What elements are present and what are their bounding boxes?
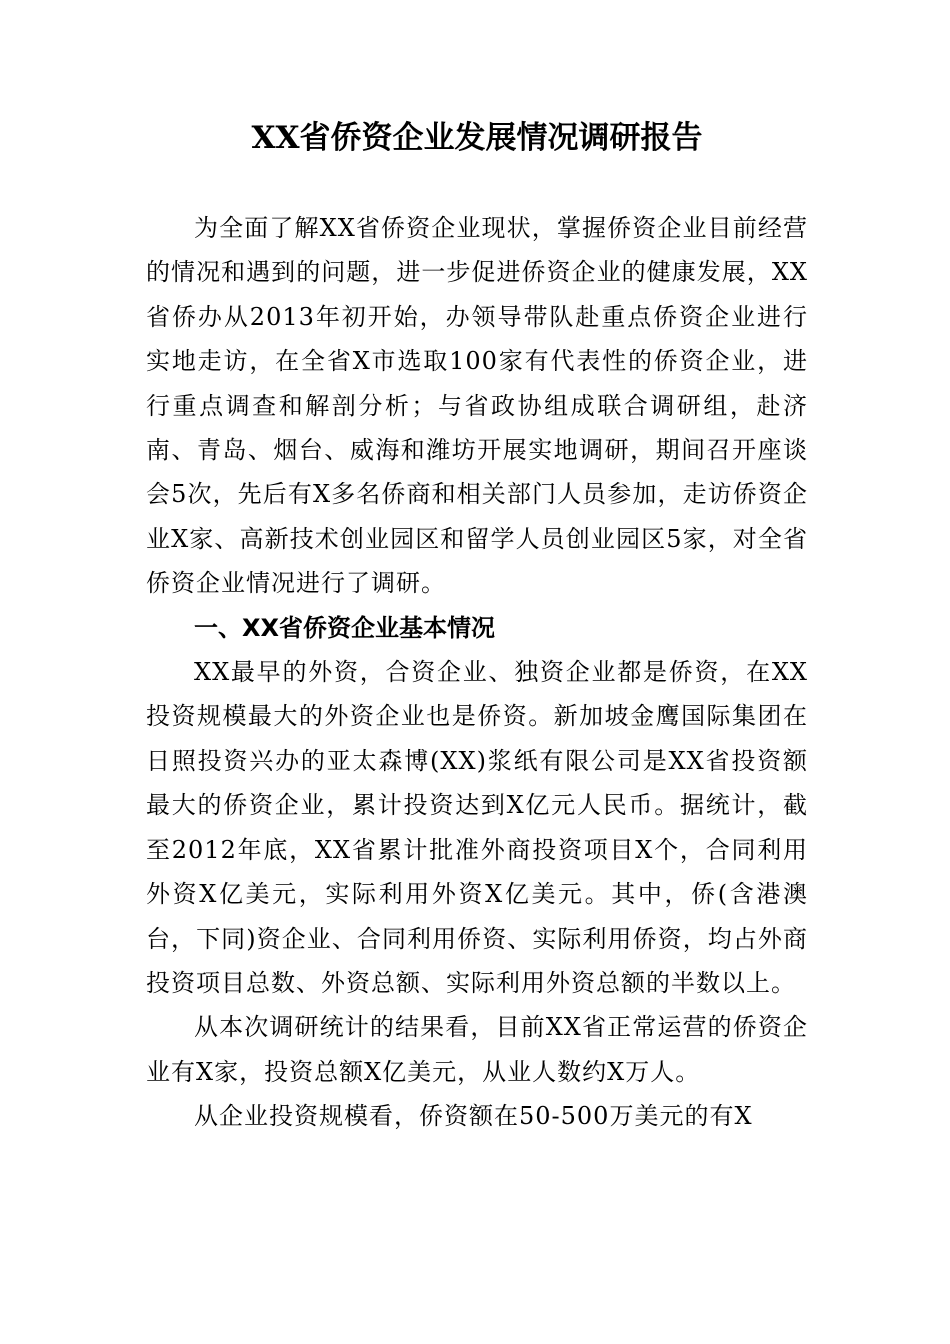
document-title: XX省侨资企业发展情况调研报告 xyxy=(251,120,703,156)
document-body xyxy=(146,206,808,1139)
section-paragraph-2: 从本次调研统计的结果看，目前XX省正常运营的侨资企业有X家，投资总额X亿美元，从业人数约X万人。 xyxy=(146,1013,808,1086)
section-heading: 一、XX省侨资企业基本情况 xyxy=(194,613,496,642)
section-paragraph-3: 从企业投资规模看，侨资额在50-500万美元的有X xyxy=(194,1102,753,1131)
intro-paragraph: 为全面了解XX省侨资企业现状，掌握侨资企业目前经营的情况和遇到的问题，进一步促进侨资企业的健康发展，XX省侨办从2013年初开始，办领导带队赴重点侨资企业进行实地走访，在全省X市选取100家有代表性的侨资企业，进行重点调查和解剖分析；与省政协组成联合调研组，赴济南、青岛、烟台、威海和潍坊开展实地调研，期间召开座谈会5次，先后有X多名侨商和相关部门人员参加，走访侨资企业X家、高新技术创业园区和留学人员创业园区5家，对全省侨资企业情况进行了调研。 xyxy=(146,214,808,598)
section-paragraph-1: XX最早的外资，合资企业、独资企业都是侨资，在XX投资规模最大的外资企业也是侨资。新加坡金鹰国际集团在日照投资兴办的亚太森博(XX)浆纸有限公司是XX省投资额最大的侨资企业，累计投资达到X亿元人民币。据统计，截至2012年底，XX省累计批准外商投资项目X个，合同利用外资X亿美元，实际利用外资X亿美元。其中，侨(含港澳台，下同)资企业、合同利用侨资、实际利用侨资，均占外商投资项目总数、外资总额、实际利用外资总额的半数以上。 xyxy=(146,658,808,997)
